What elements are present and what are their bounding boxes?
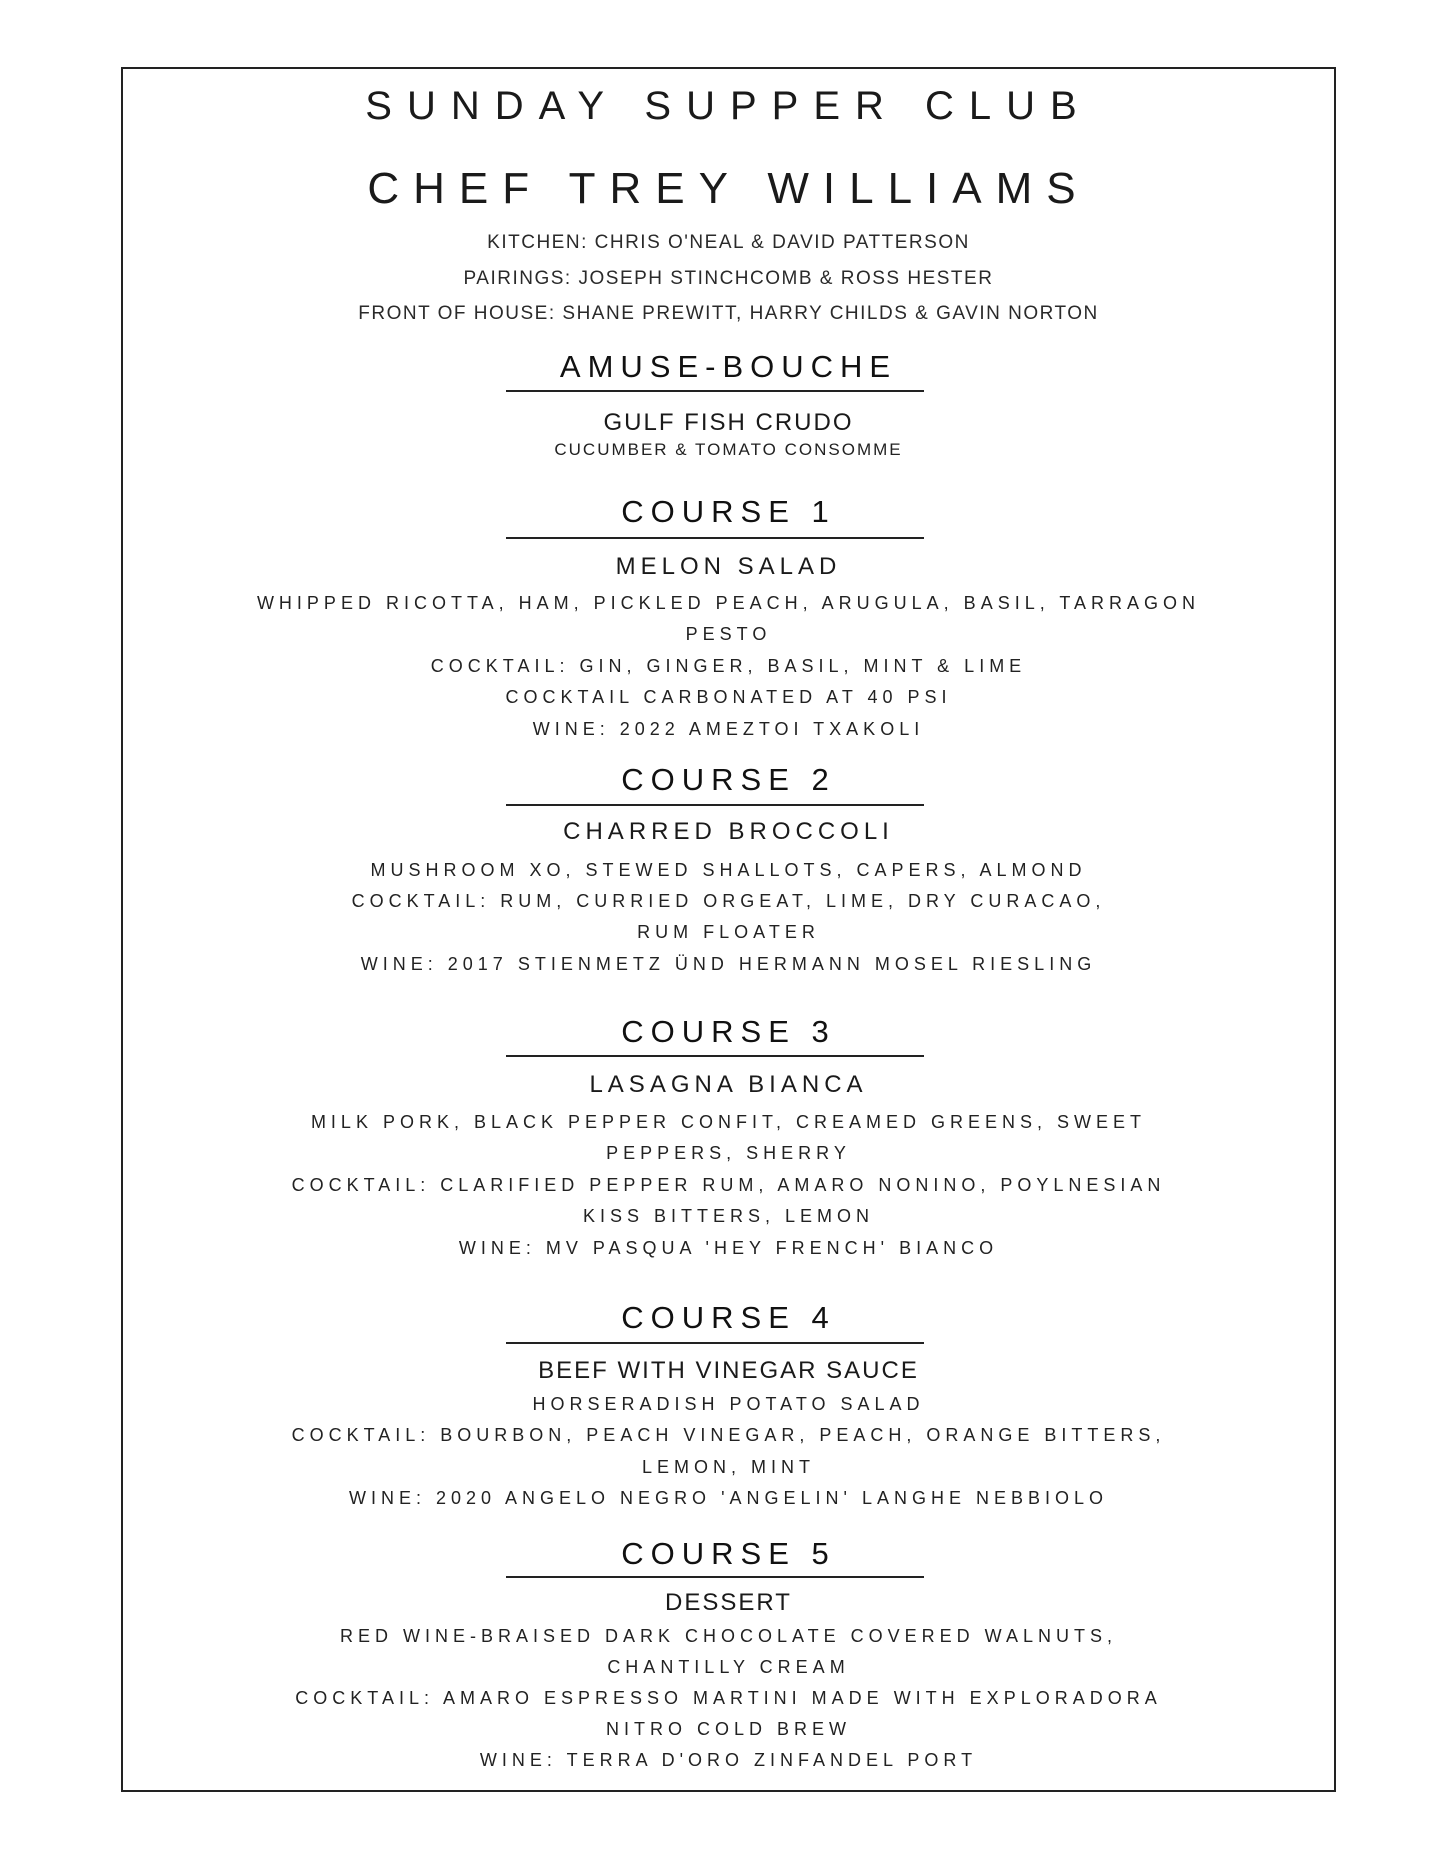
course2-cocktail: COCKTAIL: RUM, CURRIED ORGEAT, LIME, DRY CURACAO,: [351, 891, 1106, 911]
pairings-credits: PAIRINGS: JOSEPH STINCHCOMB & ROSS HESTER: [463, 268, 994, 289]
course1-dish: MELON SALAD: [615, 553, 842, 580]
course3-line: PEPPERS, SHERRY: [606, 1143, 851, 1163]
course4-dish: BEEF WITH VINEGAR SAUCE: [538, 1357, 919, 1384]
course5-line: CHANTILLY CREAM: [607, 1657, 850, 1677]
course3-rule: [506, 1055, 924, 1057]
course3-dish: LASAGNA BIANCA: [589, 1071, 868, 1098]
course3-cocktail: COCKTAIL: CLARIFIED PEPPER RUM, AMARO NONINO, POYLNESIAN: [291, 1175, 1166, 1195]
front-of-house-credits: FRONT OF HOUSE: SHANE PREWITT, HARRY CHILDS & GAVIN NORTON: [358, 303, 1099, 324]
course3-heading: COURSE 3: [621, 1014, 836, 1049]
amuse-heading: AMUSE-BOUCHE: [559, 349, 898, 384]
course3-line: KISS BITTERS, LEMON: [582, 1206, 875, 1226]
amuse-detail: CUCUMBER & TOMATO CONSOMME: [554, 440, 903, 459]
course4-heading: COURSE 4: [621, 1300, 836, 1335]
kitchen-credits: KITCHEN: CHRIS O'NEAL & DAVID PATTERSON: [487, 232, 970, 253]
course1-heading: COURSE 1: [621, 494, 836, 529]
course5-line: RED WINE-BRAISED DARK CHOCOLATE COVERED WALNUTS,: [339, 1626, 1118, 1646]
course4-wine: WINE: 2020 ANGELO NEGRO 'ANGELIN' LANGHE NEBBIOLO: [348, 1488, 1109, 1508]
course1-wine: WINE: 2022 AMEZTOI TXAKOLI: [532, 719, 925, 739]
course2-dish: CHARRED BROCCOLI: [563, 818, 894, 845]
course1-line: PESTO: [685, 624, 772, 644]
course5-cocktail: COCKTAIL: AMARO ESPRESSO MARTINI MADE WITH EXPLORADORA: [295, 1688, 1162, 1708]
course5-line: NITRO COLD BREW: [605, 1719, 851, 1739]
course3-wine: WINE: MV PASQUA 'HEY FRENCH' BIANCO: [458, 1238, 999, 1258]
course4-line: HORSERADISH POTATO SALAD: [532, 1394, 925, 1414]
course5-rule: [506, 1576, 924, 1578]
course2-line: MUSHROOM XO, STEWED SHALLOTS, CAPERS, ALMOND: [370, 860, 1087, 880]
course2-rule: [506, 804, 924, 806]
course2-line: RUM FLOATER: [637, 922, 820, 942]
course4-rule: [506, 1342, 924, 1344]
course1-rule: [506, 537, 924, 539]
course1-cocktail: COCKTAIL: GIN, GINGER, BASIL, MINT & LIME: [430, 656, 1027, 676]
course2-wine: WINE: 2017 STIENMETZ ÜND HERMANN MOSEL RIESLING: [360, 954, 1097, 974]
course5-heading: COURSE 5: [621, 1536, 836, 1571]
amuse-rule: [506, 390, 924, 392]
course5-wine: WINE: TERRA D'ORO ZINFANDEL PORT: [479, 1750, 978, 1770]
course4-line: LEMON, MINT: [641, 1457, 815, 1477]
amuse-dish: GULF FISH CRUDO: [603, 409, 854, 436]
course1-line: COCKTAIL CARBONATED AT 40 PSI: [505, 687, 952, 707]
course5-dish: DESSERT: [665, 1589, 792, 1616]
course1-line: WHIPPED RICOTTA, HAM, PICKLED PEACH, ARUGULA, BASIL, TARRAGON: [256, 593, 1201, 613]
chef-name: CHEF TREY WILLIAMS: [367, 164, 1090, 213]
course4-cocktail: COCKTAIL: BOURBON, PEACH VINEGAR, PEACH, ORANGE BITTERS,: [291, 1425, 1166, 1445]
course3-line: MILK PORK, BLACK PEPPER CONFIT, CREAMED GREENS, SWEET: [310, 1112, 1147, 1132]
club-title: SUNDAY SUPPER CLUB: [365, 84, 1092, 128]
course2-heading: COURSE 2: [621, 762, 836, 797]
